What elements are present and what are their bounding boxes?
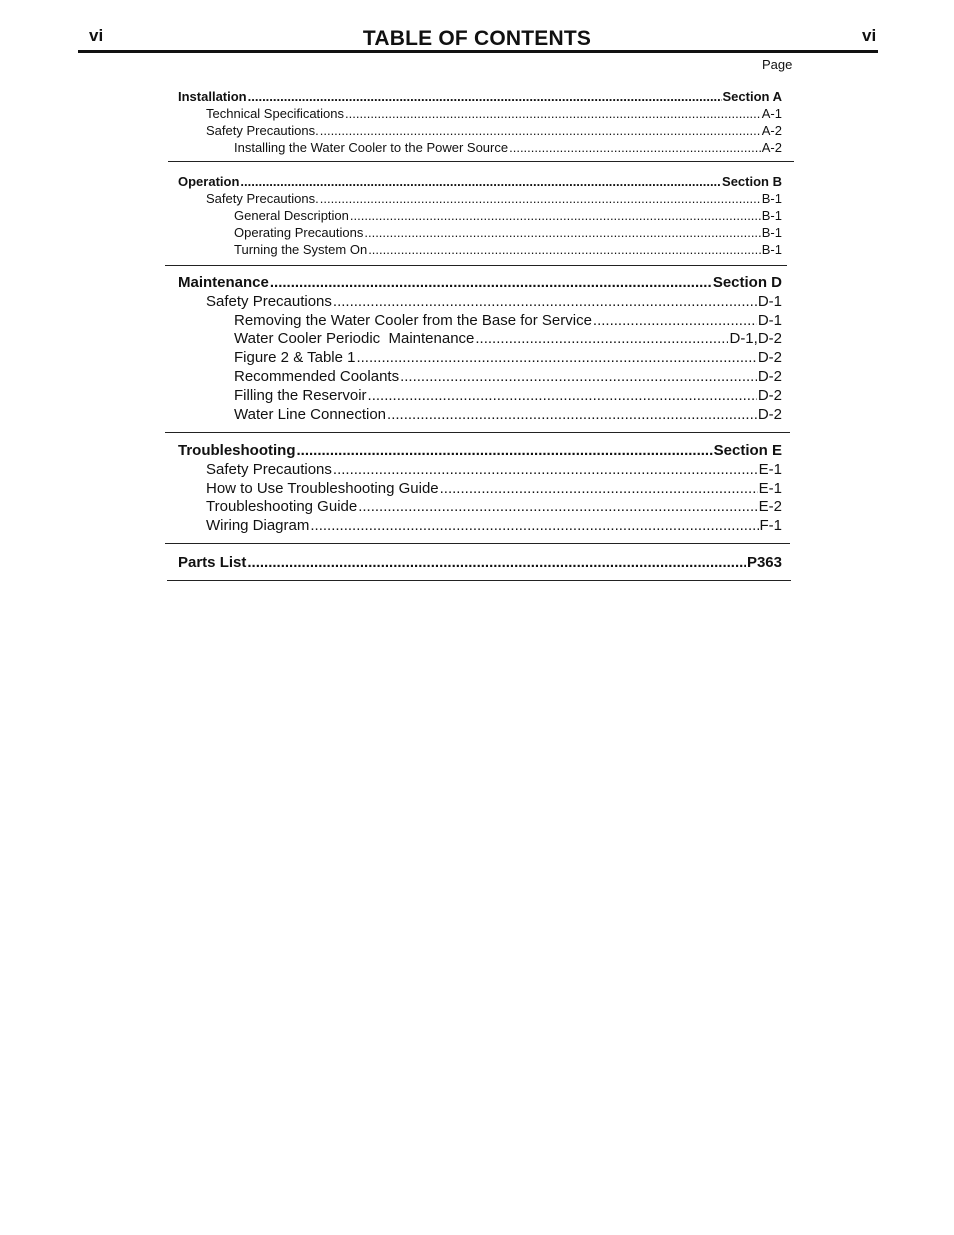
toc-entry-page: E-2 <box>758 498 782 516</box>
leader-dots <box>387 406 757 425</box>
toc-entry-label: Installing the Water Cooler to the Power Source <box>234 140 509 155</box>
toc-section-troubleshooting <box>165 442 790 544</box>
leader-dots <box>356 349 756 368</box>
toc-entry-row[interactable] <box>165 349 782 368</box>
leader-dots <box>240 173 721 190</box>
toc-heading-label: Parts List <box>178 554 247 571</box>
header-rule <box>78 50 878 53</box>
toc-heading-page: Section D <box>712 274 782 291</box>
toc-entry-row[interactable] <box>165 312 782 331</box>
toc-entry-label: Turning the System On <box>234 242 368 257</box>
toc-entry-row[interactable] <box>165 387 782 406</box>
leader-dots <box>368 241 761 258</box>
toc-entry-row[interactable] <box>165 207 782 224</box>
toc-entry-row[interactable] <box>168 122 782 139</box>
leader-dots <box>509 139 761 156</box>
toc-entry-row[interactable] <box>168 139 782 156</box>
leader-dots <box>320 122 761 139</box>
toc-entry-label: Safety Precautions <box>206 292 332 310</box>
toc-entry-page: E-1 <box>758 479 782 497</box>
toc-heading-label: Operation <box>178 174 240 189</box>
leader-dots <box>333 461 758 480</box>
toc-entry-page: A-2 <box>761 123 782 138</box>
leader-dots <box>320 190 761 207</box>
toc-entry-page: D-1 <box>757 292 782 310</box>
leader-dots <box>440 480 758 499</box>
toc-entry-page: B-1 <box>761 191 782 206</box>
toc-entry-row[interactable] <box>165 224 782 241</box>
page-number-left: vi <box>89 26 104 45</box>
toc-entry-row[interactable] <box>168 105 782 122</box>
toc-entry-page: D-2 <box>757 386 782 404</box>
leader-dots <box>593 312 757 331</box>
toc-entry-row[interactable] <box>165 498 782 517</box>
toc-entry-row[interactable] <box>165 190 782 207</box>
toc-entry-page: E-1 <box>758 460 782 478</box>
toc-entry-label: Filling the Reservoir <box>234 386 367 404</box>
leader-dots <box>248 88 722 105</box>
toc-entry-label: Safety Precautions <box>206 460 332 478</box>
toc-entry-page: F-1 <box>759 517 782 535</box>
leader-dots <box>297 442 713 461</box>
leader-dots <box>475 330 728 349</box>
leader-dots <box>247 554 746 573</box>
page-number-right: vi <box>862 26 877 45</box>
toc-entry-label: Safety Precautions. <box>206 191 319 206</box>
toc-entry-label: Recommended Coolants <box>234 367 400 385</box>
toc-entry-page: B-1 <box>761 242 782 257</box>
toc-entry-row[interactable] <box>165 406 782 425</box>
toc-entry-label: Water Line Connection <box>234 405 387 423</box>
toc-entry-label: Operating Precautions <box>234 225 364 240</box>
toc-entry-page: A-2 <box>761 140 782 155</box>
toc-entry-page: B-1 <box>761 225 782 240</box>
toc-heading-page: P363 <box>746 554 782 571</box>
toc-entry-page: D-2 <box>757 349 782 367</box>
toc-entry-row[interactable] <box>165 517 782 536</box>
toc-entry-row[interactable] <box>165 368 782 387</box>
toc-heading-page: Section E <box>713 442 782 459</box>
toc-heading-page: Section B <box>722 174 782 189</box>
toc-entry-label: General Description <box>234 208 349 223</box>
toc-entry-row[interactable] <box>165 241 782 258</box>
toc-entry-page: D-2 <box>757 405 782 423</box>
leader-dots <box>345 105 761 122</box>
toc-heading-label: Installation <box>178 89 247 104</box>
toc-heading-label: Troubleshooting <box>178 442 296 459</box>
toc-entry-label: Figure 2 & Table 1 <box>234 349 356 367</box>
toc-entry-label: Technical Specifications <box>206 106 345 121</box>
toc-heading-row[interactable] <box>168 88 782 105</box>
toc-entry-page: A-1 <box>761 106 782 121</box>
toc-entry-page: D-2 <box>757 367 782 385</box>
leader-dots <box>310 517 758 536</box>
toc-heading-row[interactable] <box>165 173 782 190</box>
toc-section-maintenance <box>165 274 790 433</box>
toc-entry-label: Water Cooler Periodic Maintenance <box>234 330 475 348</box>
toc-heading-label: Maintenance <box>178 274 269 291</box>
toc-entry-label: Safety Precautions. <box>206 123 319 138</box>
toc-section-installation <box>168 88 794 162</box>
toc-entry-page: D-1,D-2 <box>729 330 782 348</box>
toc-entry-label: Removing the Water Cooler from the Base for Service <box>234 311 592 329</box>
toc-entry-label: Wiring Diagram <box>206 517 310 535</box>
toc-heading-row[interactable] <box>165 274 782 293</box>
leader-dots <box>350 207 761 224</box>
toc-heading-row[interactable] <box>165 442 782 461</box>
toc-section-operation <box>165 173 787 266</box>
toc-heading-page: Section A <box>722 89 782 104</box>
leader-dots <box>270 274 712 293</box>
leader-dots <box>358 498 757 517</box>
toc-entry-row[interactable] <box>165 480 782 499</box>
toc-entry-page: B-1 <box>761 208 782 223</box>
leader-dots <box>364 224 760 241</box>
page-column-label: Page <box>762 57 793 72</box>
page-title: TABLE OF CONTENTS <box>362 27 592 50</box>
leader-dots <box>333 293 757 312</box>
toc-entry-row[interactable] <box>165 293 782 312</box>
toc-section-parts-list <box>167 554 791 581</box>
toc-entry-label: How to Use Troubleshooting Guide <box>206 479 439 497</box>
leader-dots <box>400 368 757 387</box>
leader-dots <box>368 387 757 406</box>
toc-entry-row[interactable] <box>165 461 782 480</box>
toc-entry-page: D-1 <box>757 311 782 329</box>
toc-heading-row[interactable] <box>167 554 782 573</box>
toc-entry-label: Troubleshooting Guide <box>206 498 358 516</box>
toc-entry-row[interactable] <box>165 330 782 349</box>
